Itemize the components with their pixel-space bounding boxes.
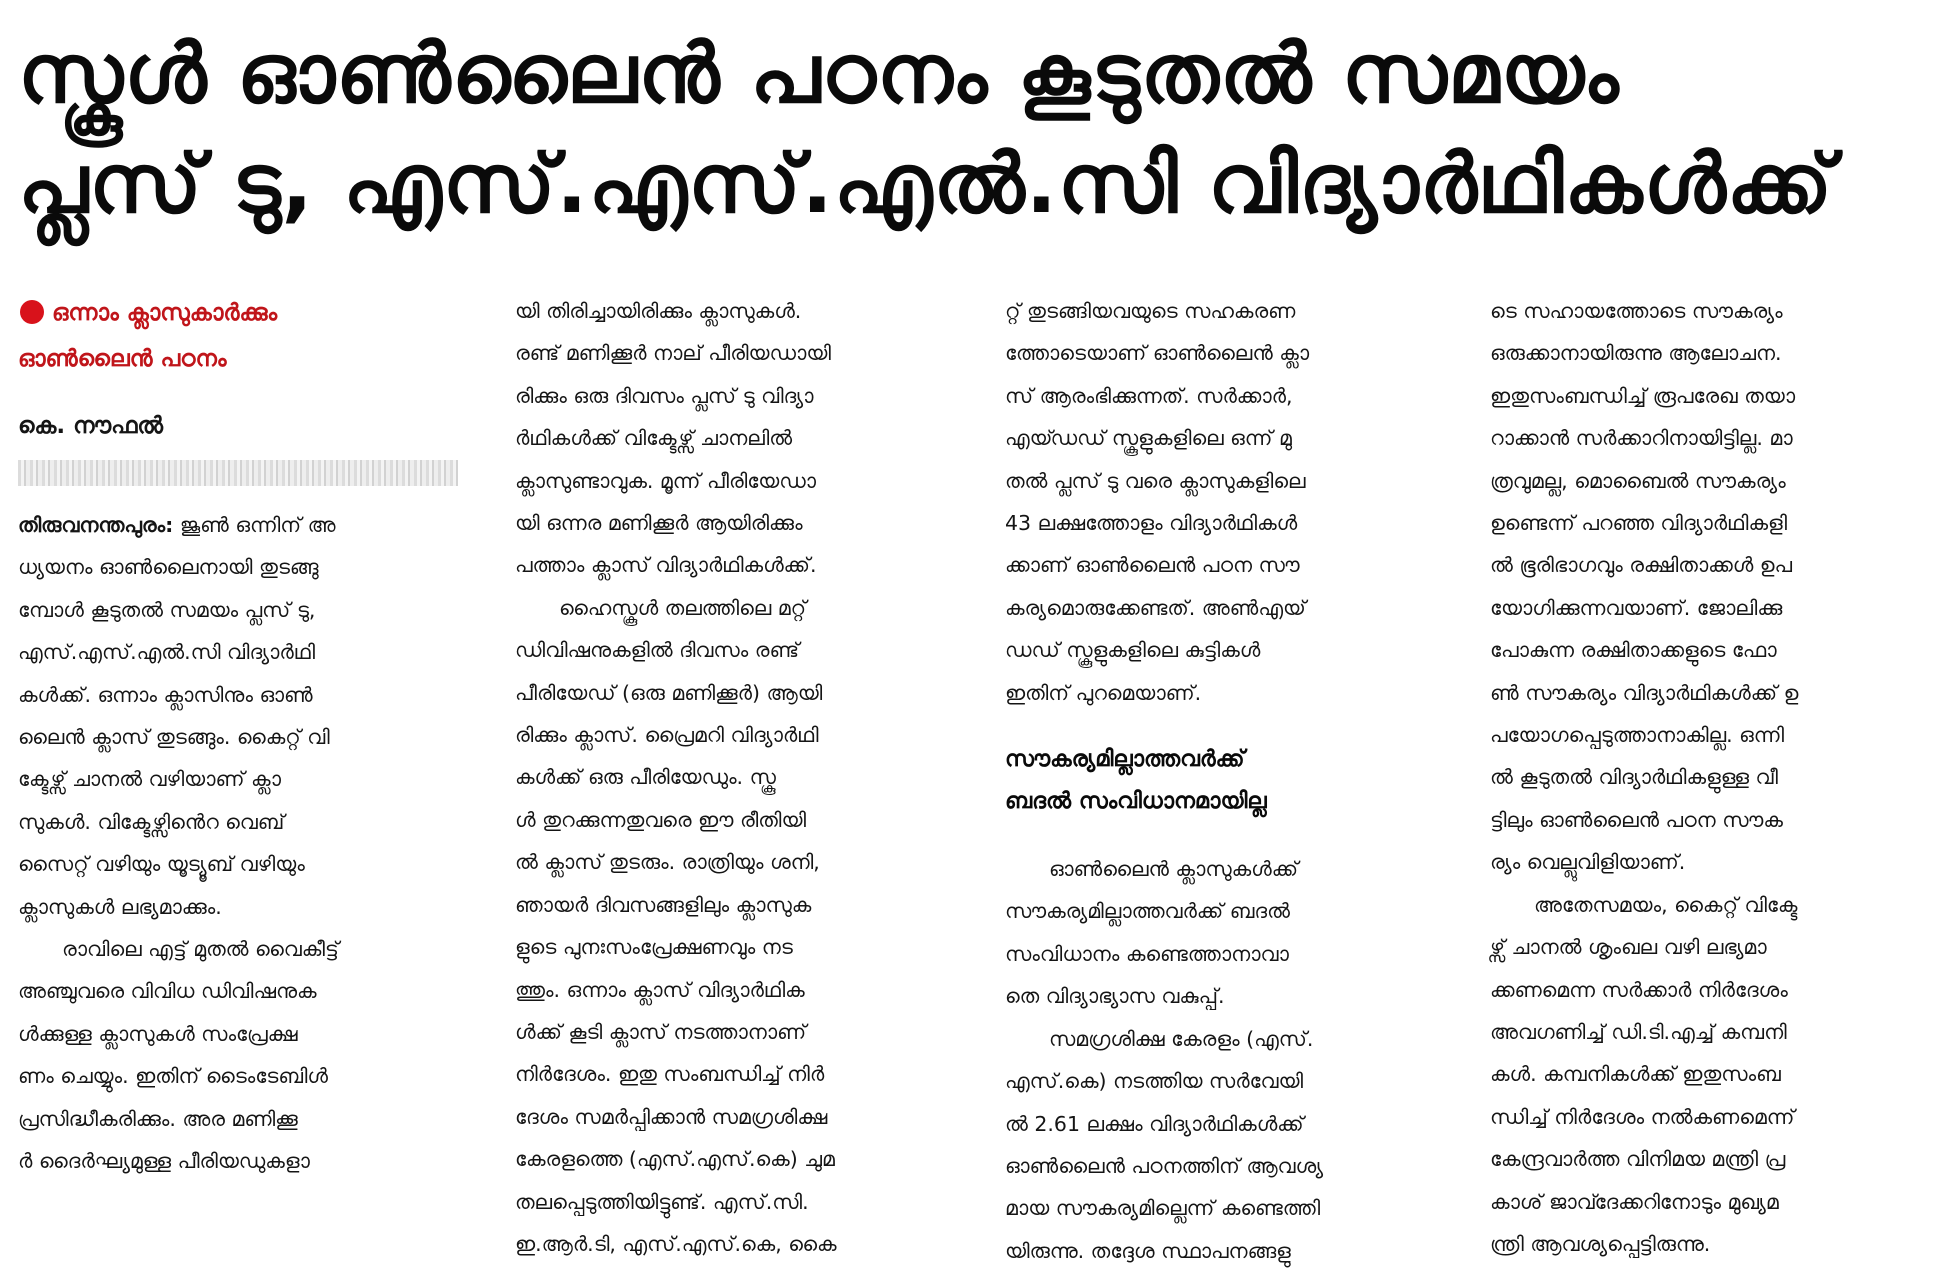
- text-line: ൽ കൂടുതൽ വിദ്യാർഥികളുള്ള വീ: [1490, 765, 1778, 790]
- text-line: പയോഗപ്പെടുത്താനാകില്ല. ഒന്നി: [1490, 723, 1785, 748]
- text-line: മായ സൗകര്യമില്ലെന്ന് കണ്ടെത്തി: [1005, 1196, 1321, 1221]
- text-line: ഡഡ് സ്കൂളുകളിലെ കുട്ടികൾ: [1005, 638, 1261, 663]
- text-line: ഇ.ആർ.ടി, എസ്.എസ്.കെ, കൈ: [515, 1231, 837, 1256]
- text-line: സമഗ്രശിക്ഷ കേരളം (എസ്.: [1049, 1026, 1314, 1051]
- text-line: മ്പോൾ കൂടുതൽ സമയം പ്ലസ് ടു,: [18, 597, 316, 622]
- text-line: രണ്ട് മണിക്കൂർ നാല് പീരിയഡായി: [515, 341, 831, 366]
- text-line: ൾ തുറക്കുന്നതുവരെ ഈ രീതിയി: [515, 807, 807, 832]
- article-column-1: [18, 290, 488, 1174]
- text-line: സുകൾ. വിക്ടേഴ്സിൻെറ വെബ്: [18, 809, 285, 834]
- paragraph: [1005, 1018, 1470, 1272]
- text-line: അതേസമയം, കൈറ്റ് വിക്ടേ: [1534, 892, 1798, 917]
- text-line: ഓൺലൈൻ പഠനത്തിന് ആവശ്യ: [1005, 1153, 1324, 1178]
- paragraph: [1490, 290, 1935, 884]
- text-line: ഇതിന് പുറമെയാണ്.: [1005, 680, 1202, 705]
- text-line: ര്യം വെല്ലുവിളിയാണ്.: [1490, 850, 1686, 875]
- text-line: 43 ലക്ഷത്തോളം വിദ്യാർഥികൾ: [1005, 511, 1298, 536]
- text-line: യിരുന്നു. തദ്ദേശ സ്ഥാപനങ്ങളു: [1005, 1238, 1291, 1263]
- text-line: പത്താം ക്ലാസ് വിദ്യാർഥികൾക്ക്.: [515, 553, 817, 578]
- text-line: ത്തും. ഒന്നാം ക്ലാസ് വിദ്യാർഥിക: [515, 977, 805, 1002]
- text-line: കൾക്ക് ഒരു പീരിയേഡും. സ്കൂ: [515, 765, 776, 790]
- text-line: റാക്കാൻ സർക്കാറിനായിട്ടില്ല. മാ: [1490, 426, 1793, 451]
- paragraph: [1490, 884, 1935, 1266]
- paragraph: [515, 587, 995, 1266]
- text-line: ണം ചെയ്യും. ഇതിന് ടൈംടേബിൾ: [18, 1064, 329, 1089]
- text-line: സംവിധാനം കണ്ടെത്താനാവാ: [1005, 941, 1289, 966]
- text-line: തലപ്പെടുത്തിയിട്ടുണ്ട്. എസ്.സി.: [515, 1189, 809, 1214]
- text-line: ത്രവുമല്ല, മൊബൈൽ സൗകര്യം: [1490, 468, 1786, 493]
- text-line: രിക്കും ഒരു ദിവസം പ്ലസ് ടു വിദ്യാ: [515, 383, 814, 408]
- text-line: ത്തോടെയാണ് ഓൺലൈൻ ക്ലാ: [1005, 341, 1310, 366]
- text-line: ക്കണമെന്ന സർക്കാർ നിർദേശം: [1490, 977, 1788, 1002]
- text-line: കൾക്ക്. ഒന്നാം ക്ലാസിനും ഓൺ: [18, 682, 313, 707]
- subheading-line-1: സൗകര്യമില്ലാത്തവർക്ക്: [1005, 746, 1245, 773]
- article-column-4: [1490, 290, 1935, 1256]
- text-line: ൽ ക്ലാസ് തുടരും. രാത്രിയും ശനി,: [515, 850, 820, 875]
- text-line: എയ്ഡഡ് സ്കൂളുകളിലെ ഒന്ന് മു: [1005, 426, 1292, 451]
- text-line: ർ ദൈർഘ്യമുള്ള പീരിയഡുകളാ: [18, 1149, 310, 1174]
- text-line: രാവിലെ എട്ട് മുതൽ വൈകീട്ട്: [62, 937, 339, 962]
- text-line: പ്രസിദ്ധീകരിക്കും. അര മണിക്കൂ: [18, 1106, 298, 1131]
- text-line: യി തിരിച്ചായിരിക്കും ക്ലാസുകൾ.: [515, 299, 802, 323]
- text-line: ഞായർ ദിവസങ്ങളിലും ക്ലാസുക: [515, 892, 812, 917]
- bullet-dot-icon: [20, 300, 44, 324]
- text-line: സൈറ്റ് വഴിയും യൂട്യൂബ് വഴിയും: [18, 852, 305, 877]
- text-line: അഞ്ചുവരെ വിവിധ ഡിവിഷനുക: [18, 979, 317, 1004]
- text-line: ളുടെ പുനഃസംപ്രേക്ഷണവും നട: [515, 935, 793, 960]
- text-line: റ്റ് തുടങ്ങിയവയുടെ സഹകരണ: [1005, 299, 1296, 323]
- text-line: ൾക്ക് കൂടി ക്ലാസ് നടത്താനാണ്: [515, 1019, 807, 1044]
- kicker: [18, 290, 488, 382]
- text-line: ൺ സൗകര്യം വിദ്യാർഥികൾക്ക് ഉ: [1490, 680, 1799, 705]
- text-line: ഡിവിഷനുകളിൽ ദിവസം രണ്ട്: [515, 638, 800, 663]
- text-line: യി ഒന്നര മണിക്കൂർ ആയിരിക്കും: [515, 511, 803, 536]
- text-line: യോഗിക്കുന്നവയാണ്. ജോലിക്കു: [1490, 595, 1783, 620]
- text-line: പോകുന്ന രക്ഷിതാക്കളുടെ ഫോ: [1490, 638, 1777, 663]
- byline: കെ. നൗഫൽ: [18, 413, 164, 439]
- headline-line-2: പ്ലസ് ടു, എസ്.എസ്.എൽ.സി വിദ്യാർഥികൾക്ക്: [18, 137, 1834, 232]
- paragraph: [1005, 290, 1470, 714]
- text-line: തൽ പ്ലസ് ടു വരെ ക്ലാസുകളിലെ: [1005, 468, 1306, 493]
- text-line: തെ വിദ്യാഭ്യാസ വകുപ്പ്.: [1005, 984, 1225, 1009]
- paragraph: [18, 928, 488, 1182]
- text-line: ധ്യയനം ഓൺലൈനായി തുടങ്ങു: [18, 555, 319, 580]
- text-line: രിക്കും ക്ലാസ്. പ്രൈമറി വിദ്യാർഥി: [515, 723, 819, 748]
- text-line: ലൈൻ ക്ലാസ് തുടങ്ങും. കൈറ്റ് വി: [18, 725, 330, 750]
- paragraph: [515, 290, 995, 587]
- text-line: ൾക്കുള്ള ക്ലാസുകൾ സംപ്രേക്ഷ: [18, 1021, 298, 1046]
- text-line: സ് ആരംഭിക്കുന്നത്. സർക്കാർ,: [1005, 383, 1293, 408]
- headline: [18, 20, 1918, 240]
- text-line: ക്ലാസുകൾ ലഭ്യമാക്കും.: [18, 894, 222, 919]
- dateline: തിരുവനന്തപുരം:: [18, 513, 174, 537]
- text-line: കാശ് ജാവ്ദേക്കറിനോടും മുഖ്യമ: [1490, 1189, 1779, 1214]
- text-line: എസ്.എസ്.എൽ.സി വിദ്യാർഥി: [18, 640, 316, 665]
- text-line: ട്ടിലും ഓൺലൈൻ പഠന സൗക: [1490, 807, 1783, 832]
- text-line: കേരളത്തെ (എസ്.എസ്.കെ) ചുമ: [515, 1147, 835, 1172]
- text-line: ഴ്സ് ചാനൽ ശൃംഖല വഴി ലഭ്യമാ: [1490, 935, 1767, 960]
- text-line: കൾ. കമ്പനികൾക്ക് ഇതുസംബ: [1490, 1062, 1781, 1087]
- kicker-line-2: ഓൺലൈൻ പഠനം: [18, 346, 227, 372]
- subheading: [1005, 738, 1470, 822]
- text-line: ടെ സഹായത്തോടെ സൗകര്യം: [1490, 299, 1783, 323]
- text-line: കര്യമൊരുക്കേണ്ടത്. അൺഎയ്: [1005, 595, 1306, 620]
- text-line: ഓൺലൈൻ ക്ലാസുകൾക്ക്: [1049, 857, 1299, 882]
- subheading-line-2: ബദൽ സംവിധാനമായില്ല: [1005, 788, 1267, 815]
- text-line: ഉണ്ടെന്ന് പറഞ്ഞ വിദ്യാർഥികളി: [1490, 511, 1788, 536]
- text-line: പീരിയേഡ് (ഒരു മണിക്കൂർ) ആയി: [515, 680, 823, 705]
- article-column-2: [515, 290, 995, 1256]
- text-line: ക്കാണ് ഓൺലൈൻ പഠന സൗ: [1005, 553, 1300, 578]
- text-line: ഹൈസ്കൂൾ തലത്തിലെ മറ്റ്: [559, 595, 807, 620]
- text-line: നിർദേശം. ഇതു സംബന്ധിച്ച് നിർ: [515, 1062, 825, 1087]
- text-line: ൽ ഭൂരിഭാഗവും രക്ഷിതാക്കൾ ഉപ: [1490, 553, 1793, 578]
- text-line: ന്ത്രി ആവശ്യപ്പെട്ടിരുന്നു.: [1490, 1231, 1711, 1256]
- text-line: [18, 504, 488, 546]
- article-column-3: [1005, 290, 1470, 1263]
- text-line: ദേശം സമർപ്പിക്കാൻ സമഗ്രശിക്ഷ: [515, 1104, 828, 1129]
- text-line: ക്ടേഴ്സ് ചാനൽ വഴിയാണ് ക്ലാ: [18, 767, 281, 792]
- text-line: ഇതുസംബന്ധിച്ച് രൂപരേഖ തയാ: [1490, 383, 1796, 408]
- text-line: ഒരുക്കാനായിരുന്നു ആലോചന.: [1490, 341, 1782, 366]
- kicker-line-1: ഒന്നാം ക്ലാസുകാർക്കും: [52, 300, 278, 326]
- text-line: ൽ 2.61 ലക്ഷം വിദ്യാർഥികൾക്ക്: [1005, 1111, 1304, 1136]
- text-line: എസ്.കെ) നടത്തിയ സർവേയി: [1005, 1069, 1304, 1094]
- paragraph: [1005, 848, 1470, 1018]
- text-line: കേന്ദ്രവാർത്ത വിനിമയ മന്ത്രി പ്ര: [1490, 1147, 1786, 1172]
- text-line: ക്ലാസുണ്ടാവുക. മൂന്ന് പീരിയേഡാ: [515, 468, 817, 493]
- text-line: സൗകര്യമില്ലാത്തവർക്ക് ബദൽ: [1005, 899, 1290, 924]
- text-line: ർഥികൾക്ക് വിക്ടേഴ്സ് ചാനലിൽ: [515, 426, 793, 451]
- text-line-part: ജൂൺ ഒന്നിന് അ: [173, 513, 336, 537]
- headline-line-1: സ്കൂൾ ഓൺലൈൻ പഠനം കൂടുതൽ സമയം: [18, 27, 1620, 122]
- text-line: ന്ധിച്ച് നിർദേശം നൽകണമെന്ന്: [1490, 1104, 1795, 1129]
- byline-divider: [18, 460, 458, 486]
- paragraph: [18, 504, 488, 928]
- text-line: അവഗണിച്ച് ഡി.ടി.എച്ച് കമ്പനി: [1490, 1019, 1787, 1044]
